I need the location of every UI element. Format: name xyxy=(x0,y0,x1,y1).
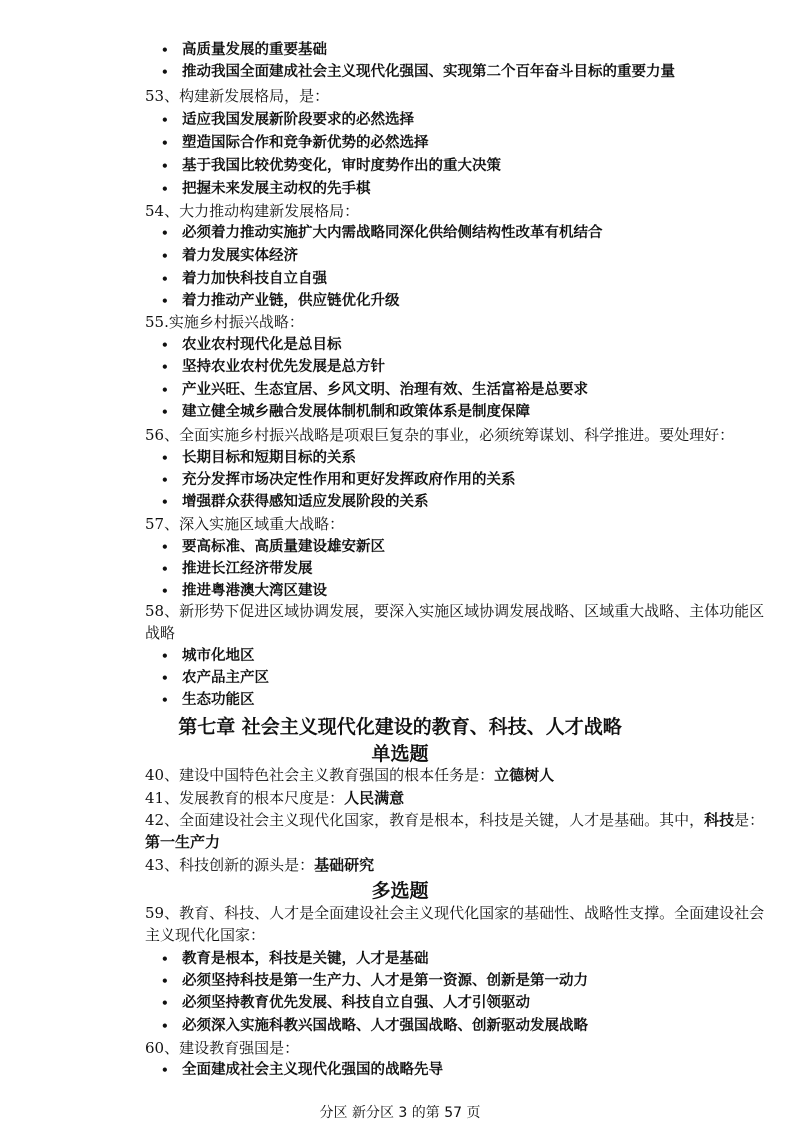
bullet-icon: • xyxy=(161,249,169,263)
bullet-icon: • xyxy=(161,226,169,240)
bullet-text: 高质量发展的重要基础 xyxy=(182,41,327,58)
bullet-icon: • xyxy=(161,113,169,127)
bullet-text: 长期目标和短期目标的关系 xyxy=(182,449,356,466)
bullet-icon: • xyxy=(161,65,169,79)
bullet-text: 着力加快科技自立自强 xyxy=(182,270,327,287)
bullet-icon: • xyxy=(161,182,169,196)
bullet-item xyxy=(161,246,298,266)
answer-bold: 基础研究 xyxy=(314,856,375,874)
question-line xyxy=(145,810,764,831)
question-text: 59、教育、科技、人才是全面建设社会主义现代化国家的基础性、战略性支撑。全面建设社会主义现代化国家： xyxy=(145,904,765,944)
bullet-item xyxy=(161,357,385,377)
bullet-item xyxy=(161,269,327,289)
bullet-icon: • xyxy=(161,974,169,988)
page-footer: 分区 新分区 3 的第 57 页 xyxy=(319,1105,481,1121)
question-text: 56、全面实施乡村振兴战略是项艰巨复杂的事业，必须统筹谋划、科学推进。要处理好： xyxy=(145,426,735,444)
bullet-item xyxy=(161,448,356,468)
bullet-item xyxy=(161,668,269,688)
section-heading: 多选题 xyxy=(371,880,429,902)
bullet-item xyxy=(161,133,429,153)
bullet-icon: • xyxy=(161,272,169,286)
bullet-text: 坚持农业农村优先发展是总方针 xyxy=(182,358,385,375)
bullet-item xyxy=(161,971,588,991)
bullet-icon: • xyxy=(161,693,169,707)
bullet-item xyxy=(161,156,501,176)
bullet-text: 城市化地区 xyxy=(182,647,255,664)
question-line xyxy=(145,86,329,107)
bullet-text: 农业农村现代化是总目标 xyxy=(182,336,342,353)
bullet-icon: • xyxy=(161,649,169,663)
bullet-item xyxy=(161,581,327,601)
question-answer: 第一生产力 xyxy=(145,833,221,851)
question-line xyxy=(145,514,344,535)
bullet-icon: • xyxy=(161,43,169,57)
bullet-text: 必须着力推动实施扩大内需战略同深化供给侧结构性改革有机结合 xyxy=(182,224,603,241)
bullet-text: 教育是根本，科技是关键，人才是基础 xyxy=(182,950,429,967)
question-line xyxy=(145,1038,299,1059)
bullet-text: 产业兴旺、生态宜居、乡风文明、治理有效、生活富裕是总要求 xyxy=(182,381,588,398)
question-text: 55.实施乡村振兴战略： xyxy=(145,313,304,331)
question-line xyxy=(145,765,554,786)
bullet-text: 必须深入实施科教兴国战略、人才强国战略、创新驱动发展战略 xyxy=(182,1017,588,1034)
bullet-item xyxy=(161,690,255,710)
question-line xyxy=(145,425,734,446)
bullet-item xyxy=(161,1060,443,1080)
bullet-item xyxy=(161,537,385,557)
bullet-item xyxy=(161,492,429,512)
bullet-item xyxy=(161,993,530,1013)
bullet-item xyxy=(161,1016,588,1036)
answer-bold: 立德树人 xyxy=(494,766,555,784)
bullet-item xyxy=(161,40,327,60)
bullet-icon: • xyxy=(161,405,169,419)
question-line xyxy=(145,312,304,333)
bullet-icon: • xyxy=(161,451,169,465)
bullet-text: 把握未来发展主动权的先手棋 xyxy=(182,180,371,197)
bullet-text: 建立健全城乡融合发展体制机制和政策体系是制度保障 xyxy=(182,403,530,420)
bullet-text: 塑造国际合作和竞争新优势的必然选择 xyxy=(182,134,429,151)
bullet-icon: • xyxy=(161,671,169,685)
bullet-item xyxy=(161,470,516,490)
bullet-item xyxy=(161,380,588,400)
question-text: 58、新形势下促进区域协调发展，要深入实施区域协调发展战略、区域重大战略、主体功能区战略 xyxy=(145,602,765,642)
section-heading: 单选题 xyxy=(371,743,429,765)
bullet-text: 着力推动产业链，供应链优化升级 xyxy=(182,292,400,309)
bullet-icon: • xyxy=(161,562,169,576)
bullet-item xyxy=(161,179,371,199)
bullet-icon: • xyxy=(161,952,169,966)
bullet-icon: • xyxy=(161,540,169,554)
bullet-text: 要高标准、高质量建设雄安新区 xyxy=(182,538,385,555)
bullet-text: 适应我国发展新阶段要求的必然选择 xyxy=(182,111,414,128)
question-line xyxy=(145,902,765,946)
bullet-icon: • xyxy=(161,338,169,352)
question-text: 40、建设中国特色社会主义教育强国的根本任务是： xyxy=(145,766,495,784)
bullet-icon: • xyxy=(161,383,169,397)
question-text: 41、发展教育的根本尺度是： xyxy=(145,789,345,807)
bullet-text: 增强群众获得感知适应发展阶段的关系 xyxy=(182,493,429,510)
answer-bold: 科技 xyxy=(704,811,735,829)
bullet-item xyxy=(161,223,603,243)
question-text: 57、深入实施区域重大战略： xyxy=(145,515,345,533)
bullet-icon: • xyxy=(161,136,169,150)
bullet-item xyxy=(161,949,429,969)
bullet-text: 必须坚持教育优先发展、科技自立自强、人才引领驱动 xyxy=(182,994,530,1011)
bullet-icon: • xyxy=(161,996,169,1010)
section-heading: 第七章 社会主义现代化建设的教育、科技、人才战略 xyxy=(178,716,622,738)
bullet-icon: • xyxy=(161,1019,169,1033)
question-text: 60、建设教育强国是： xyxy=(145,1039,300,1057)
bullet-icon: • xyxy=(161,584,169,598)
bullet-icon: • xyxy=(161,360,169,374)
bullet-text: 推进粤港澳大湾区建设 xyxy=(182,582,327,599)
bullet-text: 推进长江经济带发展 xyxy=(182,560,313,577)
bullet-item xyxy=(161,62,675,82)
question-line xyxy=(145,855,374,876)
bullet-icon: • xyxy=(161,294,169,308)
bullet-text: 生态功能区 xyxy=(182,691,255,708)
bullet-icon: • xyxy=(161,1063,169,1077)
bullet-item xyxy=(161,291,400,311)
bullet-item xyxy=(161,335,342,355)
bullet-text: 推动我国全面建成社会主义现代化强国、实现第二个百年奋斗目标的重要力量 xyxy=(182,63,675,80)
bullet-item xyxy=(161,402,530,422)
question-text: 42、全面建设社会主义现代化国家，教育是根本，科技是关键，人才是基础。其中， xyxy=(145,811,705,829)
question-text: 53、构建新发展格局，是： xyxy=(145,87,330,105)
question-line xyxy=(145,600,765,644)
question-line xyxy=(145,201,359,222)
bullet-icon: • xyxy=(161,473,169,487)
bullet-item xyxy=(161,646,255,666)
bullet-text: 基于我国比较优势变化，审时度势作出的重大决策 xyxy=(182,157,501,174)
question-text: 43、科技创新的源头是： xyxy=(145,856,315,874)
bullet-icon: • xyxy=(161,495,169,509)
question-line xyxy=(145,788,404,809)
bullet-text: 农产品主产区 xyxy=(182,669,269,686)
question-text: 54、大力推动构建新发展格局： xyxy=(145,202,360,220)
bullet-text: 充分发挥市场决定性作用和更好发挥政府作用的关系 xyxy=(182,471,516,488)
bullet-item xyxy=(161,110,414,130)
bullet-text: 着力发展实体经济 xyxy=(182,247,298,264)
bullet-icon: • xyxy=(161,159,169,173)
question-tail: 是： xyxy=(734,811,765,829)
bullet-item xyxy=(161,559,313,579)
bullet-text: 必须坚持科技是第一生产力、人才是第一资源、创新是第一动力 xyxy=(182,972,588,989)
answer-bold: 人民满意 xyxy=(344,789,405,807)
bullet-text: 全面建成社会主义现代化强国的战略先导 xyxy=(182,1061,443,1078)
